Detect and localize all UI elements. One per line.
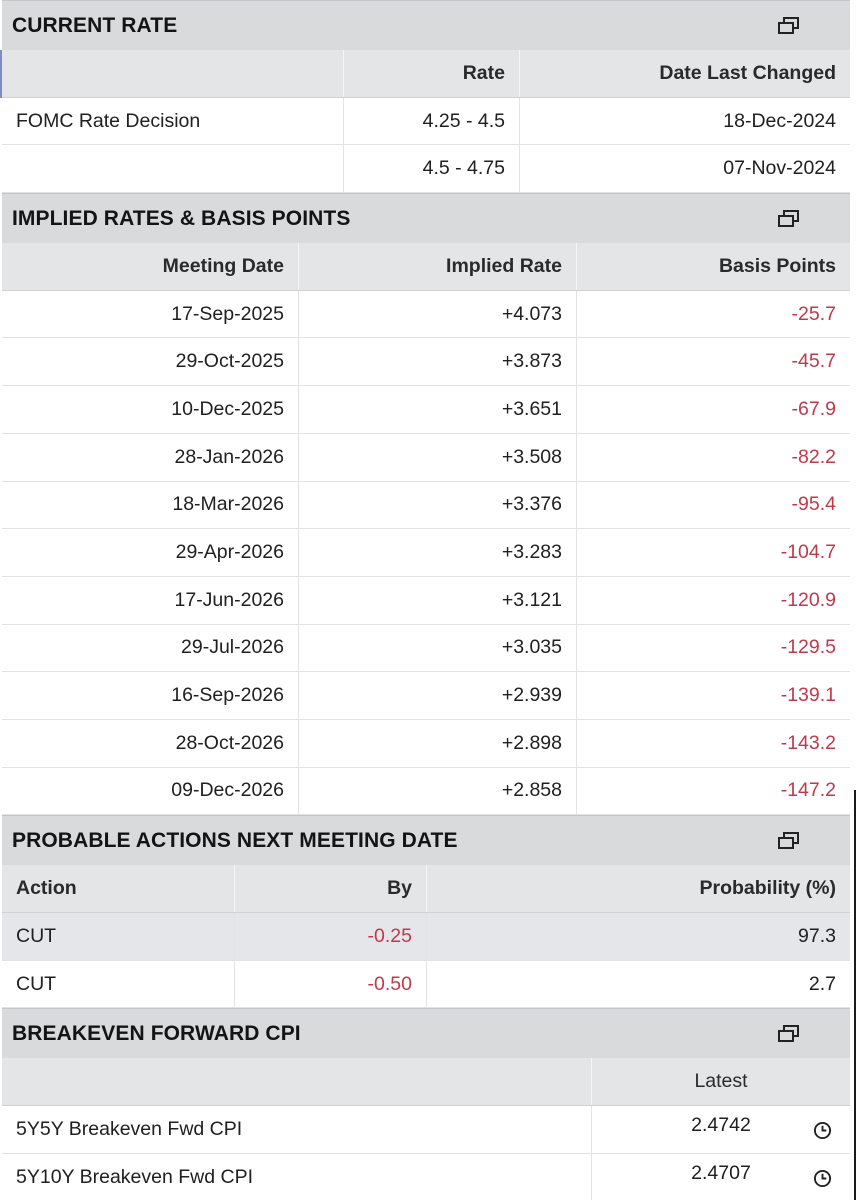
breakeven-label: 5Y5Y Breakeven Fwd CPI bbox=[2, 1106, 592, 1153]
probable-actions-column-headers bbox=[2, 865, 850, 913]
action-by: -0.50 bbox=[235, 961, 427, 1008]
implied-rate: +3.283 bbox=[299, 529, 577, 576]
implied-rate: +2.939 bbox=[299, 672, 577, 719]
implied-rate: +2.858 bbox=[299, 768, 577, 815]
popout-window-icon[interactable] bbox=[778, 210, 800, 228]
implied-rate: +3.121 bbox=[299, 577, 577, 624]
implied-rate: +3.376 bbox=[299, 482, 577, 529]
meeting-date: 28-Jan-2026 bbox=[2, 434, 299, 481]
action-probability: 97.3 bbox=[798, 924, 836, 947]
basis-points: -82.2 bbox=[791, 445, 836, 468]
section-title-current-rate: CURRENT RATE bbox=[12, 14, 178, 37]
table-row bbox=[2, 577, 850, 625]
implied-rate: +3.651 bbox=[299, 386, 577, 433]
table-row bbox=[2, 482, 850, 530]
breakeven-value: 2.4707 bbox=[691, 1161, 751, 1184]
rate-value: 4.25 - 4.5 bbox=[344, 98, 520, 145]
meeting-date: 16-Sep-2026 bbox=[2, 672, 299, 719]
table-row bbox=[2, 1154, 850, 1200]
implied-rate: +4.073 bbox=[299, 291, 577, 338]
current-rate-header bbox=[2, 0, 850, 50]
section-title-breakeven: BREAKEVEN FORWARD CPI bbox=[12, 1022, 301, 1046]
breakeven-value-cell bbox=[592, 1106, 850, 1153]
table-row bbox=[2, 291, 850, 339]
column-header-rate[interactable]: Rate bbox=[344, 50, 520, 97]
rate-date: 18-Dec-2024 bbox=[723, 109, 836, 132]
popout-window-icon[interactable] bbox=[778, 17, 800, 35]
table-row bbox=[2, 961, 850, 1009]
column-header-label bbox=[2, 1058, 592, 1105]
action-by: -0.25 bbox=[235, 913, 427, 960]
meeting-date: 17-Sep-2025 bbox=[2, 291, 299, 338]
meeting-date: 29-Jul-2026 bbox=[2, 625, 299, 672]
section-title-probable-actions: PROBABLE ACTIONS NEXT MEETING DATE bbox=[12, 829, 458, 853]
column-header-latest[interactable]: Latest bbox=[694, 1070, 748, 1093]
rate-label bbox=[2, 145, 344, 192]
popout-window-icon[interactable] bbox=[778, 1025, 800, 1043]
table-row bbox=[2, 913, 850, 961]
rate-label: FOMC Rate Decision bbox=[2, 98, 344, 145]
popout-window-icon[interactable] bbox=[778, 832, 800, 850]
basis-points: -143.2 bbox=[780, 731, 836, 754]
basis-points: -95.4 bbox=[791, 493, 836, 516]
table-row bbox=[2, 720, 850, 768]
meeting-date: 18-Mar-2026 bbox=[2, 482, 299, 529]
current-rate-column-headers bbox=[2, 50, 850, 98]
basis-points: -120.9 bbox=[780, 588, 836, 611]
column-header-by[interactable]: By bbox=[235, 865, 427, 912]
basis-points: -147.2 bbox=[780, 779, 836, 802]
meeting-date: 09-Dec-2026 bbox=[2, 768, 299, 815]
scrollbar-edge bbox=[854, 790, 856, 1200]
table-row bbox=[2, 625, 850, 673]
table-row bbox=[2, 672, 850, 720]
breakeven-value: 2.4742 bbox=[691, 1113, 751, 1136]
breakeven-value-cell bbox=[592, 1154, 850, 1200]
meeting-date: 29-Apr-2026 bbox=[2, 529, 299, 576]
meeting-date: 10-Dec-2025 bbox=[2, 386, 299, 433]
breakeven-label: 5Y10Y Breakeven Fwd CPI bbox=[2, 1154, 592, 1200]
action: CUT bbox=[2, 961, 235, 1008]
market-data-panel bbox=[2, 0, 850, 1200]
table-row bbox=[2, 434, 850, 482]
column-header-meeting-date[interactable]: Meeting Date bbox=[2, 243, 299, 290]
rate-value: 4.5 - 4.75 bbox=[344, 145, 520, 192]
column-header-date-last-changed[interactable]: Date Last Changed bbox=[659, 61, 836, 84]
breakeven-header bbox=[2, 1008, 850, 1058]
table-row bbox=[2, 1106, 850, 1154]
rate-date: 07-Nov-2024 bbox=[723, 157, 836, 180]
column-header-basis-points[interactable]: Basis Points bbox=[718, 254, 836, 277]
implied-rate: +3.873 bbox=[299, 338, 577, 385]
basis-points: -25.7 bbox=[791, 302, 836, 325]
basis-points: -67.9 bbox=[791, 397, 836, 420]
implied-rate: +2.898 bbox=[299, 720, 577, 767]
table-row bbox=[2, 145, 850, 193]
meeting-date: 29-Oct-2025 bbox=[2, 338, 299, 385]
basis-points: -45.7 bbox=[791, 350, 836, 373]
implied-rate: +3.035 bbox=[299, 625, 577, 672]
action-probability: 2.7 bbox=[808, 972, 836, 995]
table-row bbox=[2, 768, 850, 816]
breakeven-column-headers bbox=[2, 1058, 850, 1106]
column-header-probability[interactable]: Probability (%) bbox=[699, 877, 836, 900]
clock-icon[interactable] bbox=[813, 1169, 832, 1188]
implied-rates-column-headers bbox=[2, 243, 850, 291]
table-row bbox=[2, 529, 850, 577]
basis-points: -139.1 bbox=[780, 684, 836, 707]
section-title-implied-rates: IMPLIED RATES & BASIS POINTS bbox=[12, 207, 351, 231]
meeting-date: 28-Oct-2026 bbox=[2, 720, 299, 767]
action: CUT bbox=[2, 913, 235, 960]
clock-icon[interactable] bbox=[813, 1121, 832, 1140]
meeting-date: 17-Jun-2026 bbox=[2, 577, 299, 624]
table-row bbox=[2, 98, 850, 146]
table-row bbox=[2, 386, 850, 434]
probable-actions-header bbox=[2, 815, 850, 865]
basis-points: -104.7 bbox=[780, 541, 836, 564]
basis-points: -129.5 bbox=[780, 636, 836, 659]
column-header-label bbox=[2, 50, 344, 97]
implied-rate: +3.508 bbox=[299, 434, 577, 481]
table-row bbox=[2, 338, 850, 386]
column-header-action[interactable]: Action bbox=[2, 865, 235, 912]
column-header-implied-rate[interactable]: Implied Rate bbox=[299, 243, 577, 290]
implied-rates-header bbox=[2, 193, 850, 243]
